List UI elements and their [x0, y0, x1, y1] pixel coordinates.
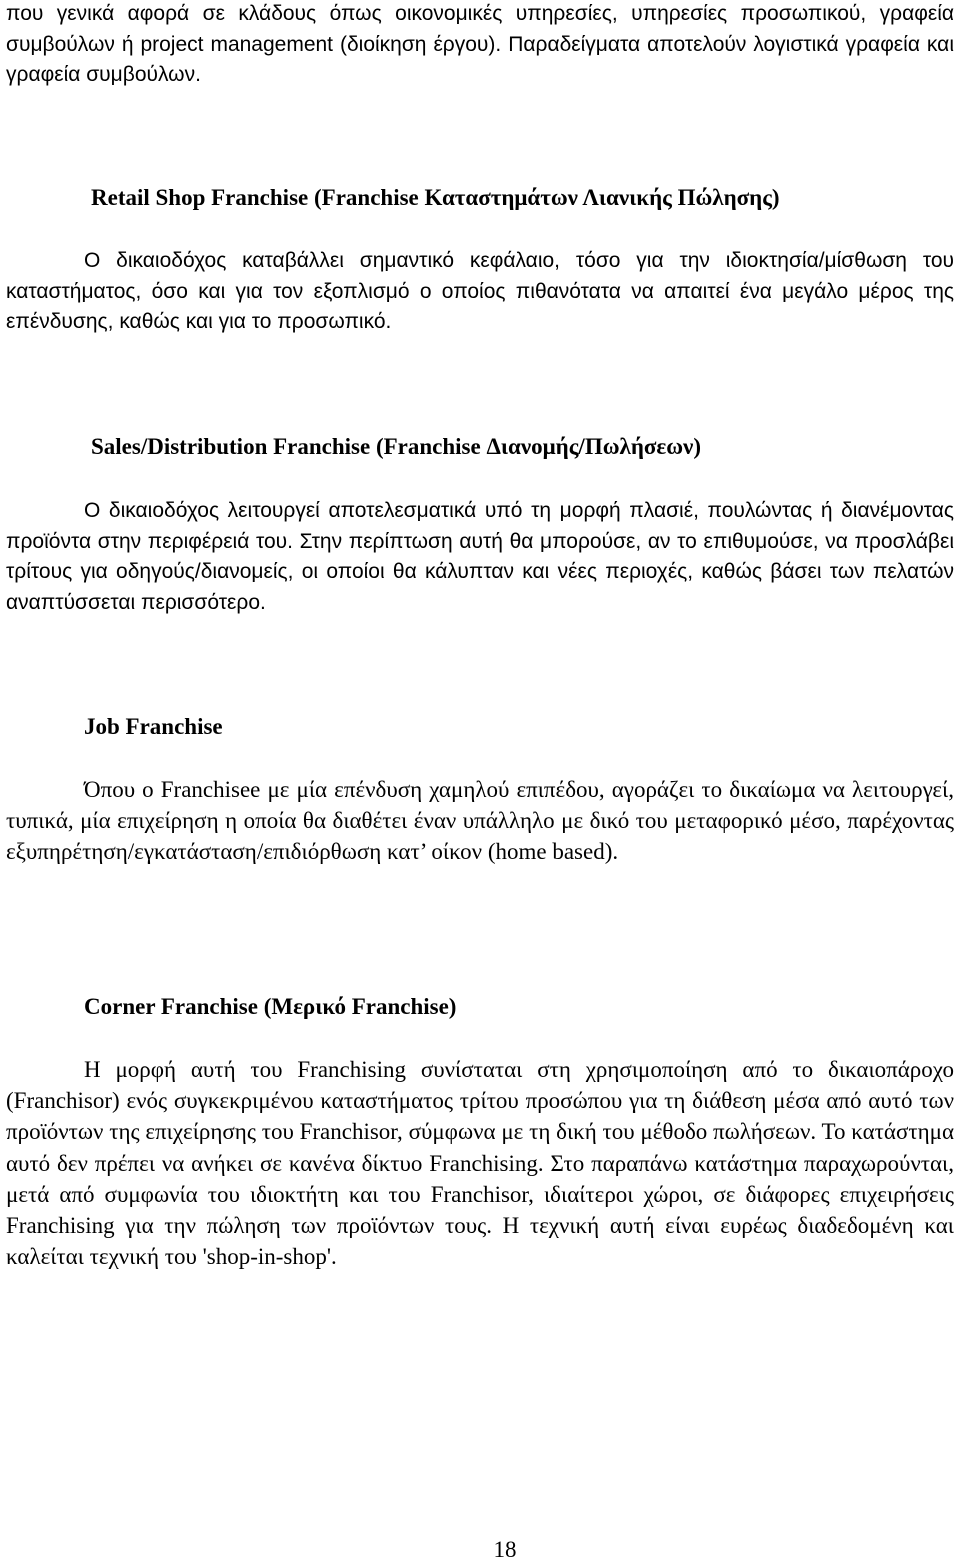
section-body-retail-shop: Ο δικαιοδόχος καταβάλλει σημαντικό κεφάλαιο, τόσο για την ιδιοκτησία/μίσθωση του καταστήματος, όσο και για τον εξοπλισμό ο οποίος πιθανότατα να απαιτεί ένα μεγάλο μέρος της επένδυσης, καθώς και για το προσωπικό.: [6, 249, 954, 333]
section-heading-sales-distribution: Sales/Distribution Franchise (Franchise Διανομής/Πωλήσεων): [91, 434, 701, 459]
section-body-sales-distribution: Ο δικαιοδόχος λειτουργεί αποτελεσματικά υπό τη μορφή πλασιέ, πουλώντας ή διανέμοντας προϊόντα στην περιφέρειά του. Στην περίπτωση αυτή θα μπορούσε, αν το επιθυμούσε, να προσλάβει τρίτους για οδηγούς/διανομείς, οι οποίοι θα κάλυπταν και νέες περιοχές, καθώς βάσει των πελατών αναπτύσσεται περισσότερο.: [6, 499, 954, 614]
section-heading-corner-franchise: Corner Franchise (Μερικό Franchise): [84, 994, 457, 1019]
page-number: 18: [493, 1537, 517, 1562]
intro-paragraph: που γενικά αφορά σε κλάδους όπως οικονομικές υπηρεσίες, υπηρεσίες προσωπικού, γραφεία συμβούλων ή project management (διοίκηση έργου). Παραδείγματα αποτελούν λογιστικά γραφεία και γραφεία συμβούλων.: [6, 2, 954, 86]
section-heading-job-franchise: Job Franchise: [84, 714, 223, 739]
section-heading-retail-shop: Retail Shop Franchise (Franchise Καταστημάτων Λιανικής Πώλησης): [91, 185, 780, 210]
section-body-corner-franchise: Η μορφή αυτή του Franchising συνίσταται στη χρησιμοποίηση από το δικαιοπάροχο (Franchisor) ενός συγκεκριμένου καταστήματος τρίτου προσώπου για τη διάθεση μέσα από αυτό των προϊόντων της επιχείρησης του Franchisor, σύμφωνα με τη δική του μέθοδο πωλήσεων. Το κατάστημα αυτό δεν πρέπει να ανήκει σε κανένα δίκτυο Franchising. Στο παραπάνω κατάστημα παραχωρούνται, μετά από συμφωνία του ιδιοκτήτη και του Franchisor, ιδιαίτεροι χώροι, σε διάφορες επιχειρήσεις Franchising για την πώληση των προϊόντων τους. Η τεχνική αυτή είναι ευρέως διαδεδομένη και καλείται τεχνική του 'shop-in-shop'.: [6, 1057, 954, 1270]
section-body-job-franchise: Όπου ο Franchisee με μία επένδυση χαμηλού επιπέδου, αγοράζει το δικαίωμα να λειτουργεί, τυπικά, μία επιχείρηση η οποία θα διαθέτει έναν υπάλληλο με δικό του μεταφορικό μέσο, παρέχοντας εξυπηρέτηση/εγκατάσταση/επιδιόρθωση κατ’ οίκον (home based).: [6, 777, 954, 865]
